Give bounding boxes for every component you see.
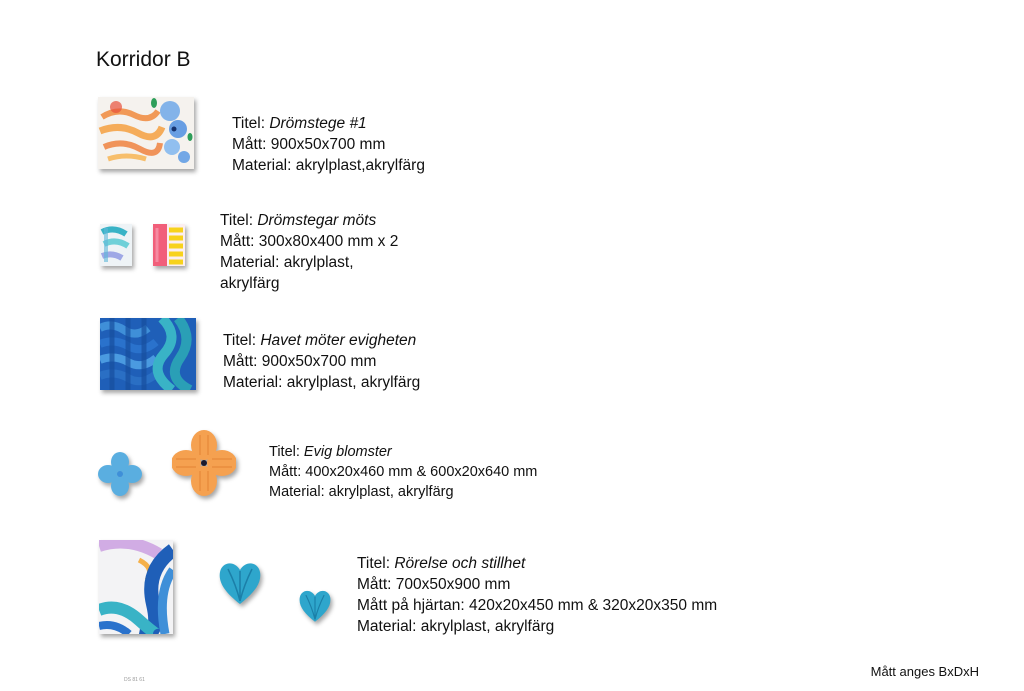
title-line bbox=[223, 330, 420, 351]
title-label: Titel: bbox=[223, 332, 257, 349]
caption-artwork-2 bbox=[220, 210, 398, 294]
caption-artwork-1 bbox=[232, 113, 425, 176]
title-label: Titel: bbox=[269, 444, 300, 460]
artwork-image-rorelse bbox=[99, 540, 173, 634]
footer-note: Mått anges BxDxH bbox=[870, 664, 979, 679]
caption-artwork-3 bbox=[223, 330, 420, 393]
artwork-image-havet bbox=[100, 318, 196, 390]
artwork-image-dromstegar-right bbox=[153, 224, 185, 266]
material-line: Material: akrylplast,akrylfärg bbox=[232, 157, 425, 174]
caption-artwork-4 bbox=[269, 442, 537, 502]
artwork-image-blomster-large bbox=[172, 429, 236, 497]
title-line bbox=[220, 210, 398, 231]
material-line: Material: akrylplast, bbox=[220, 254, 354, 271]
dimensions-line: Mått: 300x80x400 mm x 2 bbox=[220, 233, 399, 250]
artwork-image-dromstege bbox=[98, 97, 194, 169]
title-label: Titel: bbox=[220, 212, 254, 229]
dimensions-line: Mått: 700x50x900 mm bbox=[357, 576, 511, 593]
artwork-image-dromstegar-left bbox=[100, 224, 132, 266]
title-label: Titel: bbox=[232, 115, 266, 132]
page-heading: Korridor B bbox=[96, 48, 191, 71]
artwork-title: Havet möter evigheten bbox=[260, 332, 417, 349]
artwork-title: Rörelse och stillhet bbox=[394, 555, 526, 572]
dimensions-line: Mått: 900x50x700 mm bbox=[232, 136, 386, 153]
heart-sculpture-large bbox=[216, 557, 264, 607]
artwork-title: Drömstegar möts bbox=[257, 212, 377, 229]
material-line: Material: akrylplast, akrylfärg bbox=[223, 374, 421, 391]
material-line: Material: akrylplast, akrylfärg bbox=[357, 618, 555, 635]
artwork-title: Drömstege #1 bbox=[269, 115, 367, 132]
title-label: Titel: bbox=[357, 555, 391, 572]
dimensions-line: Mått: 400x20x460 mm & 600x20x640 mm bbox=[269, 464, 538, 480]
caption-artwork-5 bbox=[357, 553, 717, 637]
material-line: Material: akrylplast, akrylfärg bbox=[269, 484, 454, 500]
heart-dimensions-line: Mått på hjärtan: 420x20x450 mm & 320x20x350 mm bbox=[357, 597, 718, 614]
artwork-image-blomster-small bbox=[98, 451, 142, 497]
page-code: DS 81 61 bbox=[124, 677, 145, 683]
artwork-title: Evig blomster bbox=[303, 444, 392, 460]
title-line bbox=[232, 113, 425, 134]
title-line bbox=[269, 442, 537, 462]
title-line bbox=[357, 553, 717, 574]
heart-sculpture-small bbox=[296, 586, 334, 624]
material-line-continued: akrylfärg bbox=[220, 275, 280, 292]
dimensions-line: Mått: 900x50x700 mm bbox=[223, 353, 377, 370]
